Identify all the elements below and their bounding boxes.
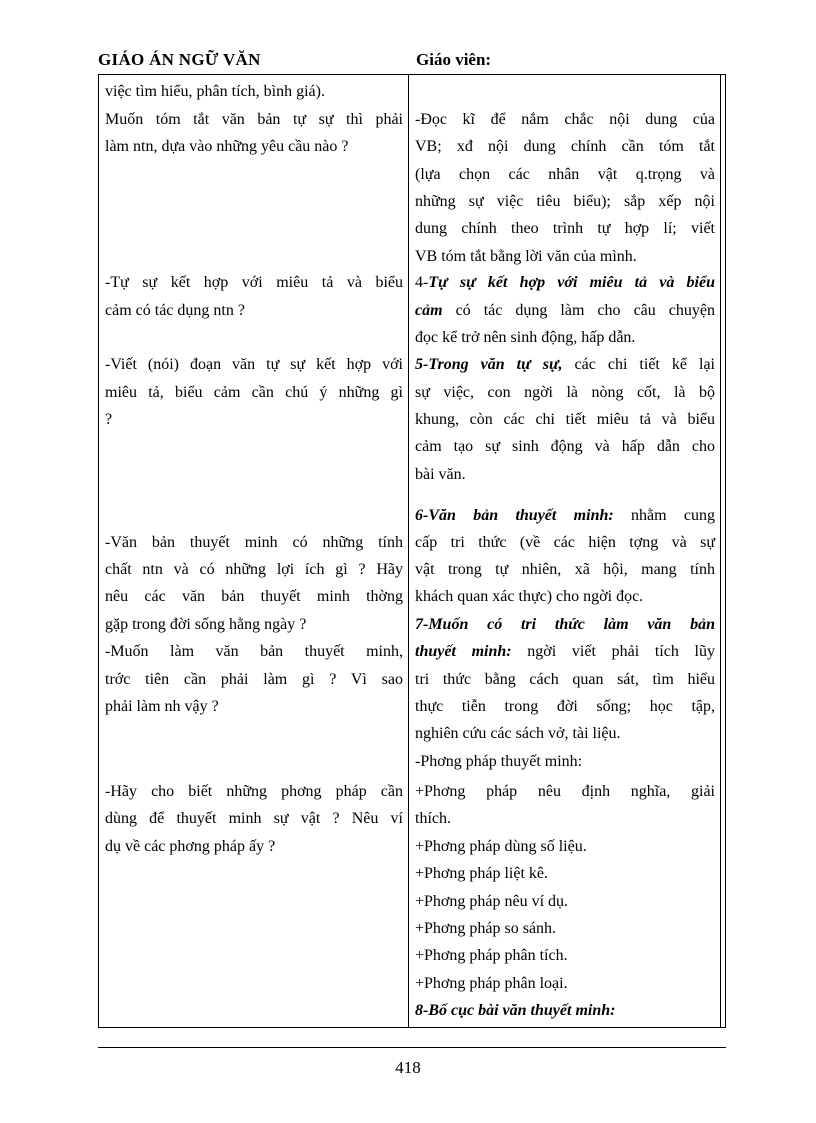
page-header xyxy=(98,48,726,75)
column-divider xyxy=(408,74,409,1027)
section-title: 6-Văn bản thuyết minh: xyxy=(415,507,614,524)
answer-line: bài văn. xyxy=(415,466,466,483)
section-title: cảm xyxy=(415,302,443,319)
answer-line: thực tiễn trong đời sống; học tập, xyxy=(415,698,715,715)
question-line: gặp trong đời sống hằng ngày ? xyxy=(105,616,307,633)
question-line: dùng để thuyết minh sự vật ? Nêu ví xyxy=(105,810,403,827)
lesson-table xyxy=(98,74,726,1028)
answer-line: khung, còn các chi tiết miêu tả và biểu xyxy=(415,411,715,428)
answer-text: có tác dụng làm cho câu chuyện xyxy=(442,302,715,319)
question-line: ? xyxy=(105,411,113,428)
answer-line: -Đọc kĩ để nắm chắc nội dung của xyxy=(415,111,715,128)
question-line: nêu các văn bản thuyết minh thờng xyxy=(105,588,403,605)
question-line: Muốn tóm tắt văn bản tự sự thì phải xyxy=(105,111,403,128)
answer-line: dung chính theo trình tự hợp lí; viết xyxy=(415,220,715,237)
answer-line: +Phơng pháp dùng số liệu. xyxy=(415,838,587,855)
question-line: -Viết (nói) đoạn văn tự sự kết hợp với xyxy=(105,356,403,373)
answer-line: khách quan xác thực) cho ngời đọc. xyxy=(415,588,644,605)
section-title: thuyết minh: xyxy=(415,643,512,660)
answer-line: vật trong tự nhiên, xã hội, mang tính xyxy=(415,561,715,578)
question-line: miêu tả, biểu cảm cần chú ý những gì xyxy=(105,384,403,401)
answer-line: +Phơng pháp phân tích. xyxy=(415,947,568,964)
question-line: chất ntn và có những lợi ích gì ? Hãy xyxy=(105,561,403,578)
answer-line: +Phơng pháp nêu định nghĩa, giải xyxy=(415,783,715,800)
answer-line: VB; xđ nội dung chính cần tóm tắt xyxy=(415,138,715,155)
answer-line: những sự việc tiêu biểu); sắp xếp nội xyxy=(415,193,715,210)
section-8-heading: 8-Bố cục bài văn thuyết minh: xyxy=(415,1002,616,1019)
answer-line xyxy=(415,642,715,662)
section-6-heading xyxy=(415,506,715,526)
answer-line: thích. xyxy=(415,810,451,827)
section-title: Tự sự kết hợp với miêu tả và biểu xyxy=(428,274,715,291)
answer-line: -Phơng pháp thuyết minh: xyxy=(415,753,583,770)
question-line: cảm có tác dụng ntn ? xyxy=(105,302,245,319)
question-line: trớc tiên cần phải làm gì ? Vì sao xyxy=(105,671,403,688)
section-number: 4- xyxy=(415,274,429,291)
question-line: việc tìm hiểu, phân tích, bình giá). xyxy=(105,83,325,100)
teacher-label: Giáo viên: xyxy=(416,50,492,69)
answer-line: nghiên cứu các sách vở, tài liệu. xyxy=(415,725,621,742)
answer-line: +Phơng pháp liệt kê. xyxy=(415,865,549,882)
footer-rule xyxy=(98,1047,726,1048)
question-line: -Muốn làm văn bản thuyết minh, xyxy=(105,643,403,660)
page-number: 418 xyxy=(395,1058,421,1077)
section-4-heading xyxy=(415,273,715,293)
answer-line xyxy=(415,301,715,321)
answer-text: nhằm cung xyxy=(613,507,715,524)
answer-line: +Phơng pháp nêu ví dụ. xyxy=(415,893,569,910)
answer-line: cấp tri thức (về các hiện tợng và sự xyxy=(415,534,715,551)
answer-line: tri thức bằng cách quan sát, tìm hiểu xyxy=(415,671,715,688)
answer-line: +Phơng pháp phân loại. xyxy=(415,975,568,992)
answer-line: đọc kể trở nên sinh động, hấp dẫn. xyxy=(415,329,636,346)
answer-line: sự việc, con ngời là nòng cốt, là bộ xyxy=(415,384,715,401)
question-line: phải làm nh vậy ? xyxy=(105,698,219,715)
answer-line: +Phơng pháp so sánh. xyxy=(415,920,557,937)
section-7-heading: 7-Muốn có tri thức làm văn bản xyxy=(415,616,715,633)
answer-text: ngời viết phải tích lũy xyxy=(511,643,715,660)
question-line: làm ntn, dựa vào những yêu cầu nào ? xyxy=(105,138,349,155)
question-line: -Văn bản thuyết minh có những tính xyxy=(105,534,403,551)
section-5-heading xyxy=(415,355,715,375)
section-title: 5-Trong văn tự sự, xyxy=(415,356,563,373)
answer-line: VB tóm tắt bằng lời văn của mình. xyxy=(415,248,637,265)
answer-line: (lựa chọn các nhân vật q.trọng và xyxy=(415,166,715,183)
document-title: GIÁO ÁN NGỮ VĂN xyxy=(98,50,261,69)
question-line: dụ về các phơng pháp ấy ? xyxy=(105,838,276,855)
answer-text: các chi tiết kể lại xyxy=(562,356,715,373)
answer-line: cảm tạo sự sinh động và hấp dẫn cho xyxy=(415,438,715,455)
question-line: -Tự sự kết hợp với miêu tả và biểu xyxy=(105,274,403,291)
right-margin-line xyxy=(720,74,721,1027)
question-line: -Hãy cho biết những phơng pháp cần xyxy=(105,783,403,800)
